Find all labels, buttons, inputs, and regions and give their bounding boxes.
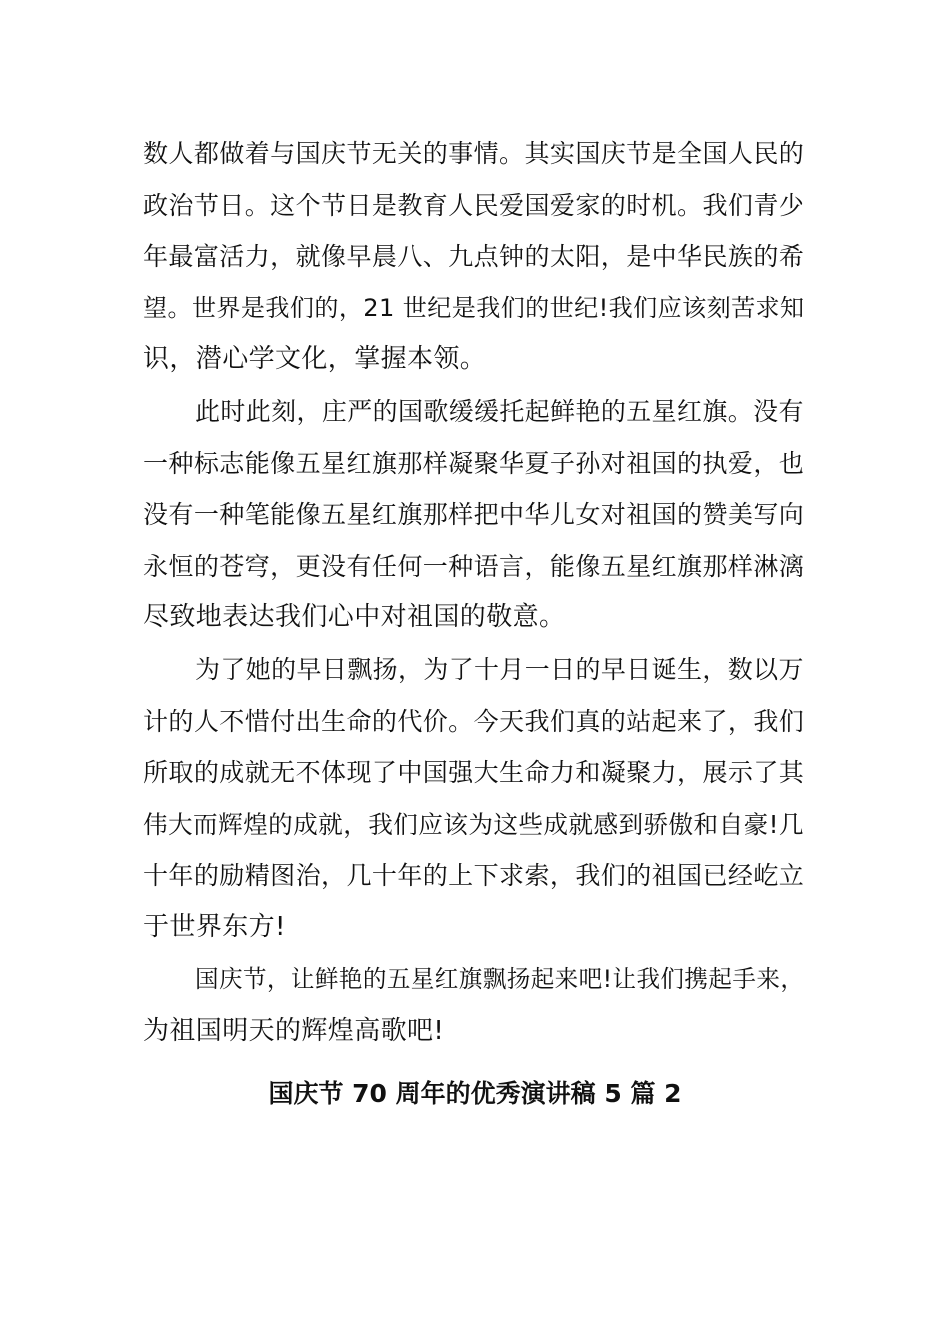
paragraph-line: 国庆节，让鲜艳的五星红旗飘扬起来吧!让我们携起手来， [195,965,805,993]
paragraph-line: 永恒的苍穹，更没有任何一种语言，能像五星红旗那样淋漓 [143,551,805,581]
paragraph-3 [143,644,807,953]
paragraph-line: 没有一种笔能像五星红旗那样把中华儿女对祖国的赞美写向 [143,500,805,529]
paragraph-line: 望。世界是我们的，21 世纪是我们的世纪!我们应该刻苦求知 [143,293,805,322]
paragraph-line: 识，潜心学文化，掌握本领。 [143,344,487,374]
paragraph-line: 于世界东方! [143,911,286,942]
paragraph-line: 此时此刻，庄严的国歌缓缓托起鲜艳的五星红旗。没有 [195,397,804,426]
paragraph-line: 年最富活力，就像早晨八、九点钟的太阳，是中华民族的希 [143,242,805,271]
paragraph-line: 尽致地表达我们心中对祖国的敬意。 [143,602,566,632]
section-heading: 国庆节 70 周年的优秀演讲稿 5 篇 2 [268,1079,682,1108]
paragraph-line: 数人都做着与国庆节无关的事情。其实国庆节是全国人民的 [143,139,805,168]
paragraph-line: 所取的成就无不体现了中国强大生命力和凝聚力，展示了其 [143,758,805,787]
paragraph-line: 为祖国明天的辉煌高歌吧! [143,1015,445,1046]
paragraph-2 [143,386,807,644]
paragraph-line: 为了她的早日飘扬，为了十月一日的早日诞生，数以万 [195,655,804,684]
paragraph-line: 计的人不惜付出生命的代价。今天我们真的站起来了，我们 [143,706,805,736]
paragraph-line: 十年的励精图治，几十年的上下求索，我们的祖国已经屹立 [143,861,805,890]
paragraph-line: 政治节日。这个节日是教育人民爱国爱家的时机。我们青少 [143,190,805,220]
paragraph-4 [143,954,807,1057]
paragraph-1 [143,128,807,386]
paragraph-line: 伟大而辉煌的成就，我们应该为这些成就感到骄傲和自豪!几 [143,809,804,839]
paragraph-line: 一种标志能像五星红旗那样凝聚华夏子孙对祖国的执爱，也 [143,448,805,478]
